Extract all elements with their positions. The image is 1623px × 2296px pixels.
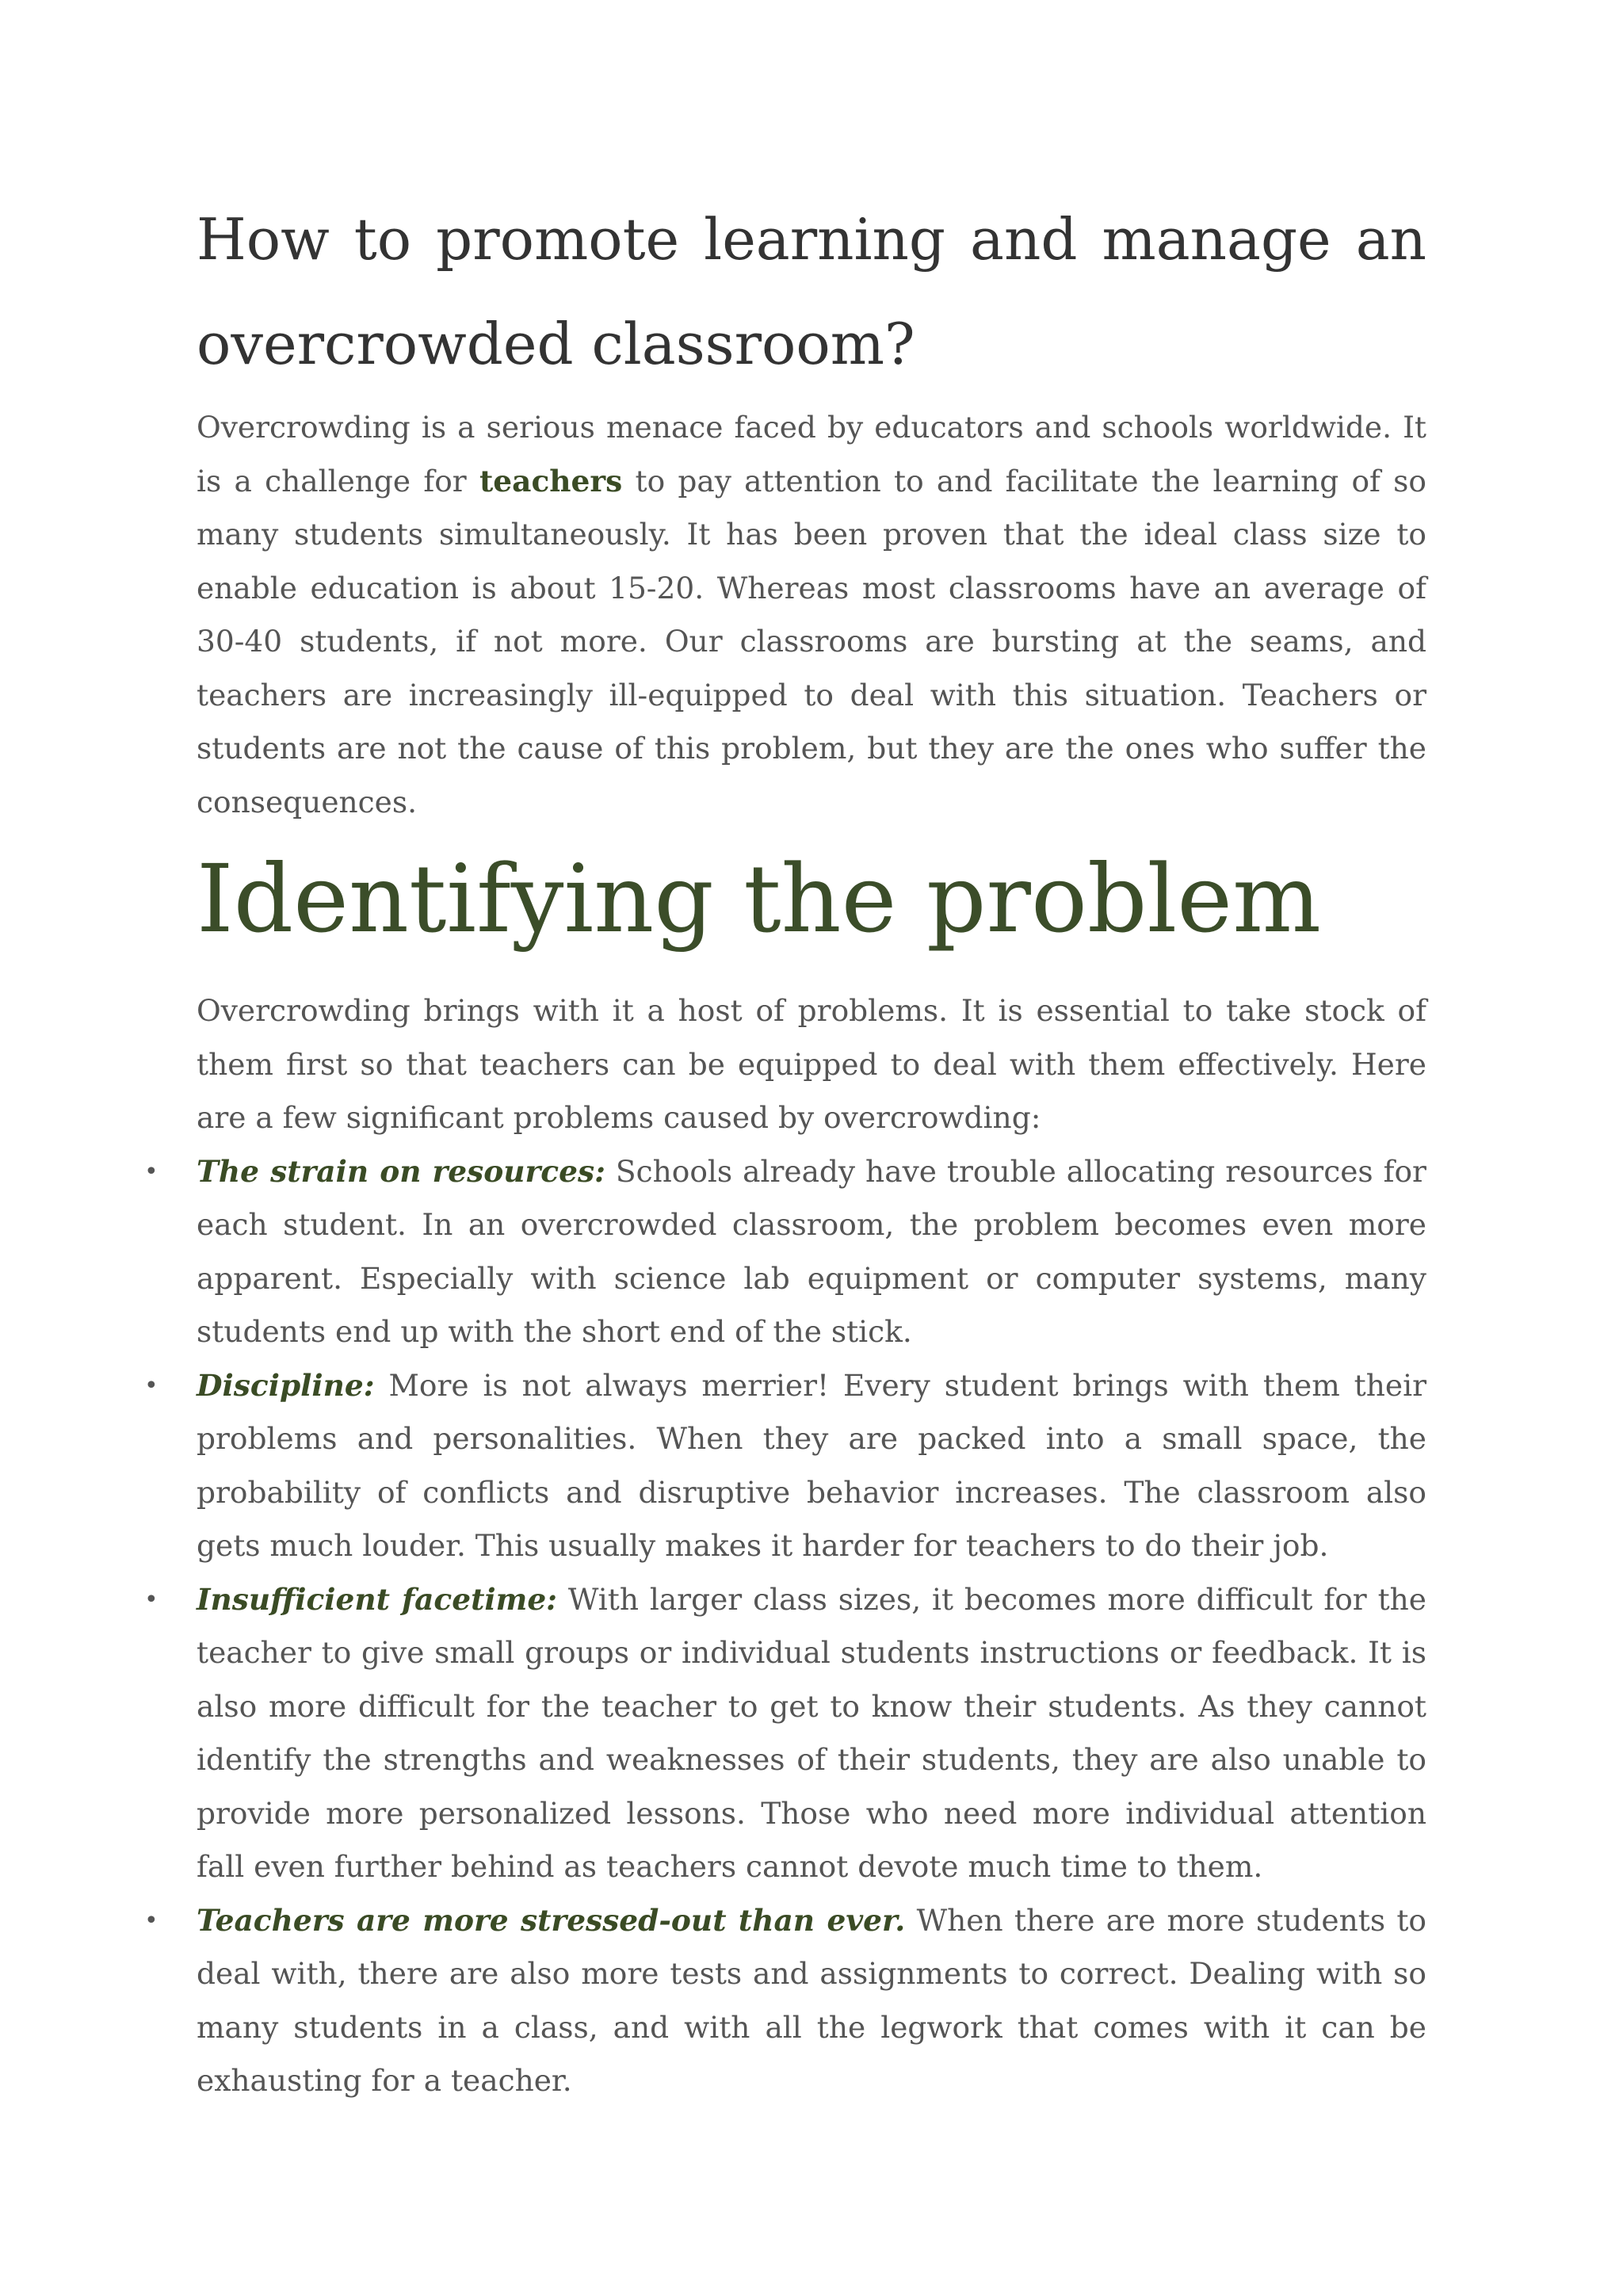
list-item [144, 1894, 1426, 2108]
bullet-icon: • [144, 1585, 158, 1614]
bullet-icon: • [144, 1157, 158, 1186]
bullet-icon: • [144, 1371, 158, 1400]
list-item [144, 1359, 1426, 1573]
problem-description: When there are more students to deal with, there are also more tests and assignments to correct. Dealing with so many students in a class, and with all the legwork that comes with it can be exhausting for a teacher. [197, 1902, 1426, 2098]
teachers-keyword: teachers [479, 463, 623, 499]
problem-term: Discipline: [197, 1367, 375, 1403]
document-content [144, 187, 1426, 2108]
list-item [144, 1145, 1426, 1359]
problem-description: More is not always merrier! Every student brings with them their problems and personalities. When they are packed into a small space, the probability of conflicts and disruptive behavior increases. The classroom also gets much louder. This usually makes it harder for teachers to do their job. [197, 1367, 1426, 1563]
intro-text-start: Overcrowding is a serious menace faced by educators and schools worldwide. It is a challenge for [197, 410, 1426, 499]
intro-paragraph [197, 401, 1426, 829]
problem-term: Teachers are more stressed-out than ever. [197, 1902, 906, 1938]
problem-term: Insufficient facetime: [197, 1581, 558, 1617]
section-heading: Identifying the problem [197, 844, 1321, 953]
bullet-icon: • [144, 1906, 158, 1935]
problem-description: With larger class sizes, it becomes more difficult for the teacher to give small groups or individual students instructions or feedback. It is also more difficult for the teacher to get to know their students. As they cannot identify the strengths and weaknesses of their students, they are also unable to provide more personalized lessons. Those who need more individual attention fall even further behind as teachers cannot devote much time to them. [197, 1581, 1426, 1884]
problem-list [144, 1145, 1426, 2108]
list-item [144, 1573, 1426, 1894]
problem-description: Schools already have trouble allocating resources for each student. In an overcrowded classroom, the problem becomes even more apparent. Especially with science lab equipment or computer systems, many students end up with the short end of the stick. [197, 1153, 1426, 1349]
intro-text-end: to pay attention to and facilitate the learning of so many students simultaneously. It has been proven that the ideal class size to enable education is about 15-20. Whereas most classrooms have an average of 30-40 students, if not more. Our classrooms are bursting at the seams, and teachers are increasingly ill-equipped to deal with this situation. Teachers or students are not the cause of this problem, but they are the ones who suffer the consequences. [197, 463, 1426, 819]
problem-term: The strain on resources: [197, 1153, 605, 1189]
section-intro-paragraph: Overcrowding brings with it a host of problems. It is essential to take stock of them first so that teachers can be equipped to deal with them effectively. Here are a few significant problems caused by overcrowding: [197, 993, 1426, 1135]
page-title: How to promote learning and manage an overcrowded classroom? [197, 206, 1426, 377]
